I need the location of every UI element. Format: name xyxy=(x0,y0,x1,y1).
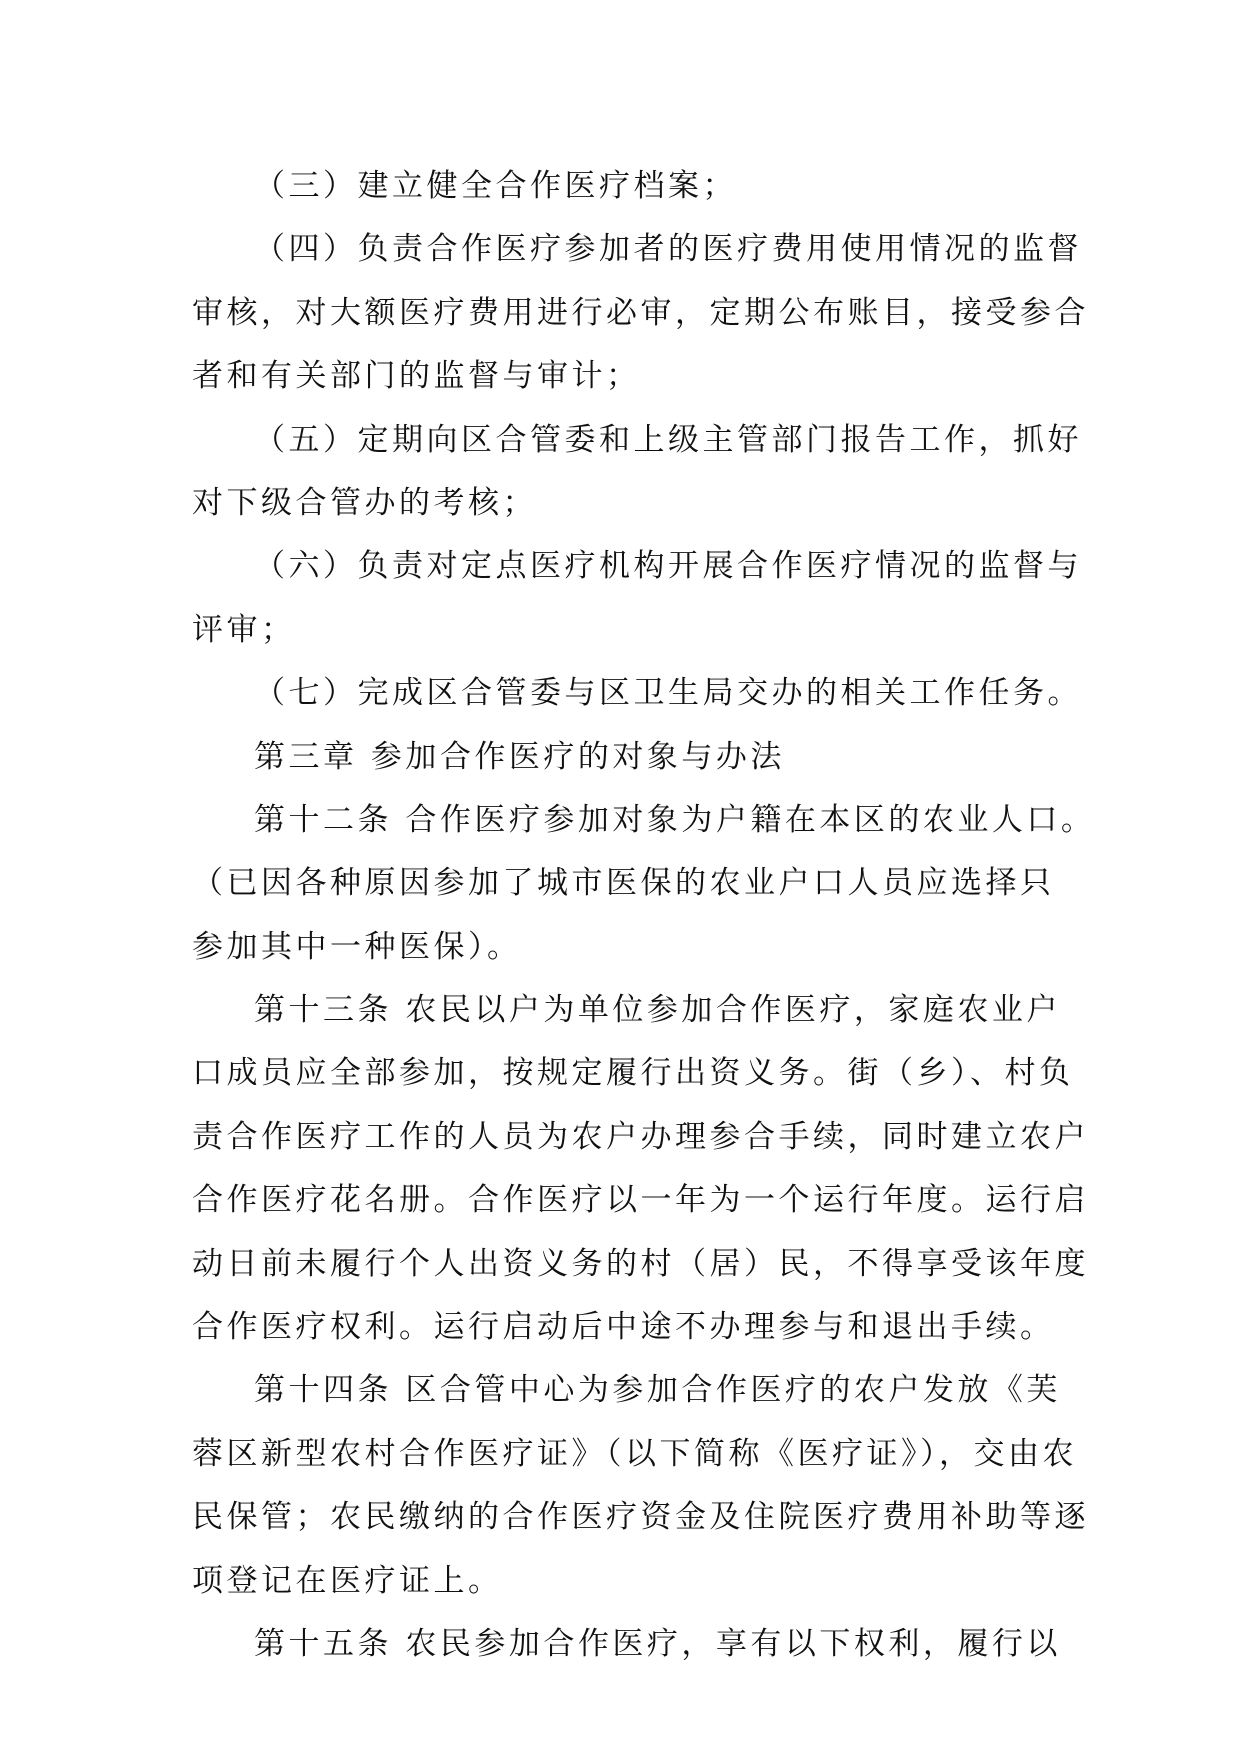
article-line: 第十五条 农民参加合作医疗，享有以下权利，履行以 xyxy=(254,1625,1061,1662)
paragraph-line: 评审； xyxy=(192,611,296,648)
paragraph-line: 参加其中一种医保）。 xyxy=(192,928,522,965)
paragraph-line: （三）建立健全合作医疗档案； xyxy=(254,168,737,204)
paragraph-line: （六）负责对定点医疗机构开展合作医疗情况的监督与 xyxy=(254,548,1082,585)
paragraph-line: （五）定期向区合管委和上级主管部门报告工作，抓好 xyxy=(254,421,1082,458)
paragraph-line: 民保管；农民缴纳的合作医疗资金及住院医疗费用补助等逐 xyxy=(192,1499,1089,1536)
paragraph-line: （已因各种原因参加了城市医保的农业户口人员应选择只 xyxy=(192,865,1055,902)
paragraph-line: 动日前未履行个人出资义务的村（居）民，不得享受该年度 xyxy=(192,1245,1089,1282)
paragraph-line: 口成员应全部参加，按规定履行出资义务。街（乡）、村负 xyxy=(192,1055,1074,1092)
document-body xyxy=(192,155,1096,1676)
article-line: 第十二条 合作医疗参加对象为户籍在本区的农业人口。 xyxy=(254,801,1096,838)
paragraph-line: 对下级合管办的考核； xyxy=(192,484,537,521)
paragraph-line: 合作医疗权利。运行启动后中途不办理参与和退出手续。 xyxy=(192,1309,1055,1346)
article-line: 第十三条 农民以户为单位参加合作医疗，家庭农业户 xyxy=(254,992,1061,1029)
paragraph-line: 责合作医疗工作的人员为农户办理参合手续，同时建立农户 xyxy=(192,1118,1089,1155)
paragraph-line: 审核，对大额医疗费用进行必审，定期公布账目，接受参合 xyxy=(192,294,1089,331)
paragraph-line: 项登记在医疗证上。 xyxy=(192,1562,503,1599)
paragraph-line: （七）完成区合管委与区卫生局交办的相关工作任务。 xyxy=(254,675,1082,712)
paragraph-line: 蓉区新型农村合作医疗证》（以下简称《医疗证》），交由农 xyxy=(192,1435,1077,1472)
paragraph-line: （四）负责合作医疗参加者的医疗费用使用情况的监督 xyxy=(254,231,1082,268)
paragraph-line: 者和有关部门的监督与审计； xyxy=(192,358,641,395)
article-line: 第十四条 区合管中心为参加合作医疗的农户发放《芙 xyxy=(254,1372,1061,1409)
paragraph-line: 合作医疗花名册。合作医疗以一年为一个运行年度。运行启 xyxy=(192,1182,1089,1219)
chapter-heading: 第三章 参加合作医疗的对象与办法 xyxy=(254,738,785,775)
